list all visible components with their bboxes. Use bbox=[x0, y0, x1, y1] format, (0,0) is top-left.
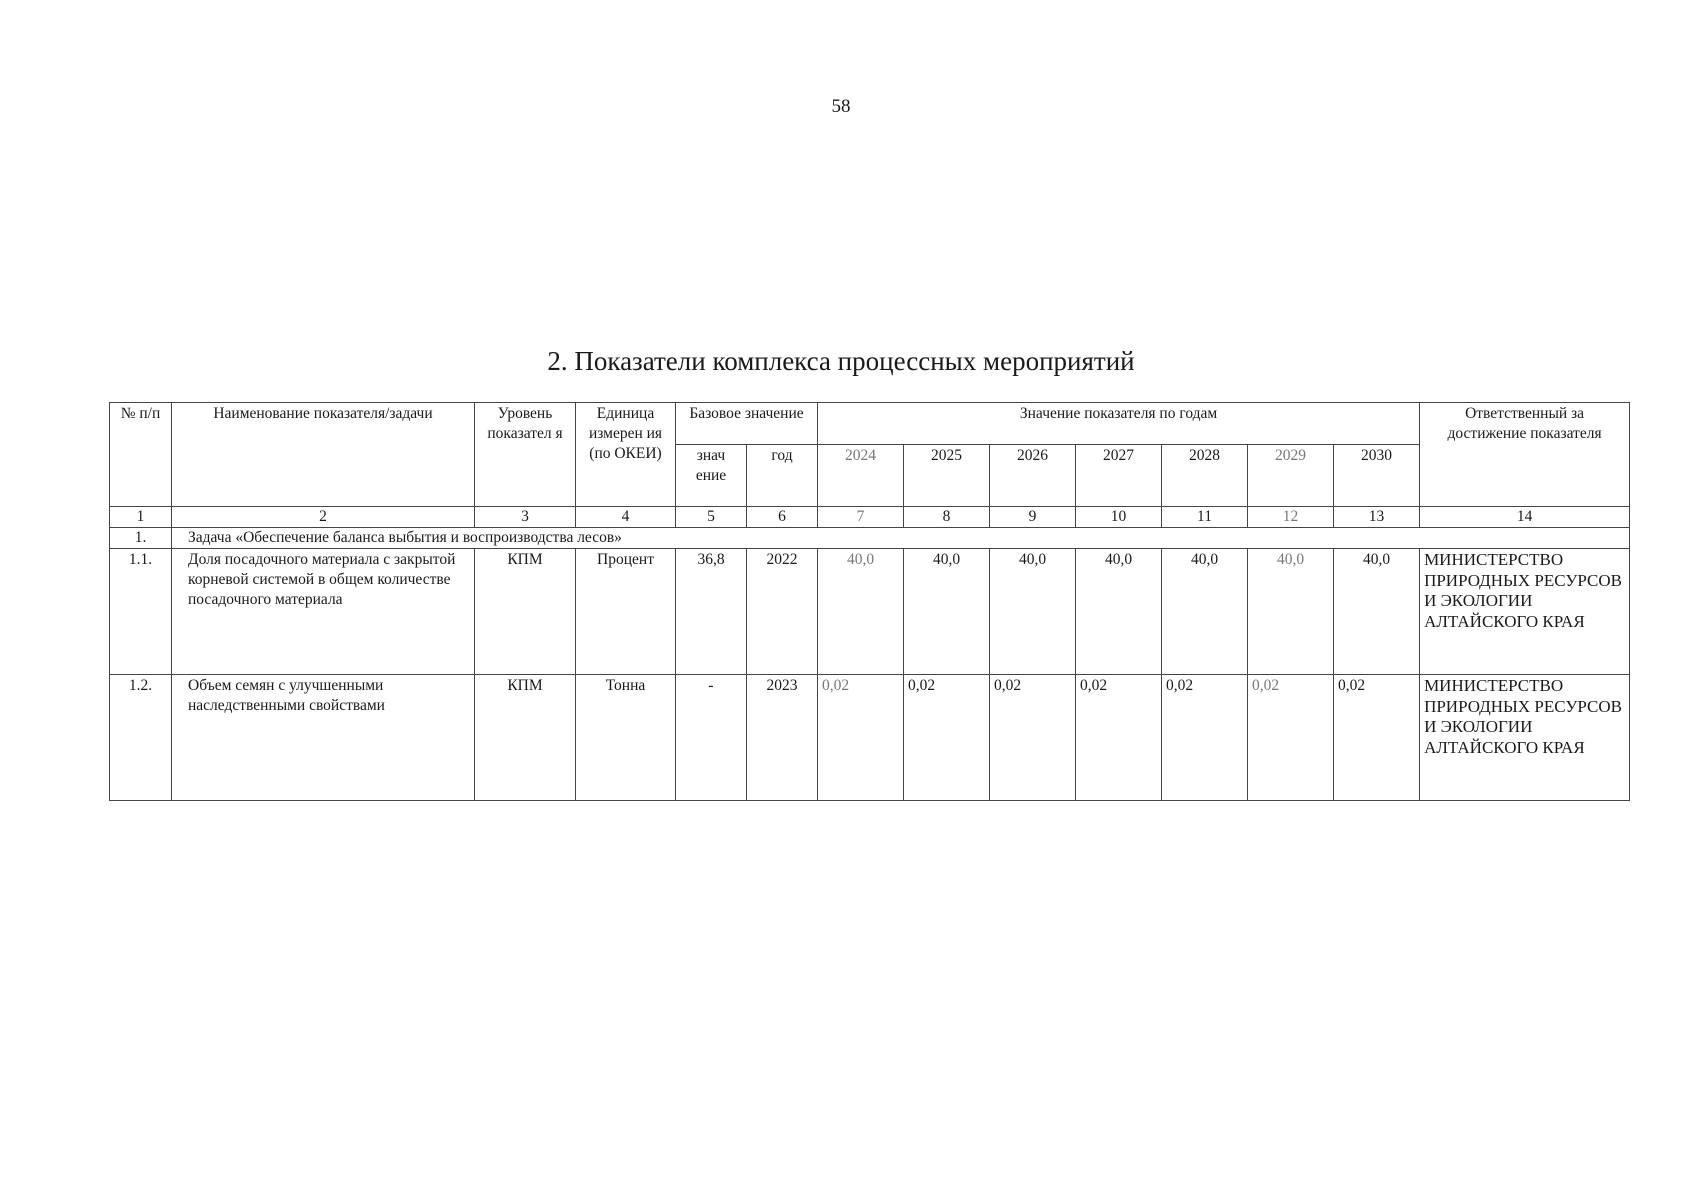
header-year: 2027 bbox=[1076, 445, 1162, 507]
column-number: 5 bbox=[676, 507, 747, 528]
header-name: Наименование показателя/задачи bbox=[172, 403, 475, 507]
column-number: 3 bbox=[475, 507, 576, 528]
page-number: 58 bbox=[831, 96, 851, 117]
task-row bbox=[110, 528, 1630, 549]
row-name: Объем семян с улучшенными наследственными свойствами bbox=[172, 675, 475, 801]
column-number: 1 bbox=[110, 507, 172, 528]
indicators-table bbox=[109, 402, 1630, 801]
header-base: Базовое значение bbox=[676, 403, 818, 445]
header-year: 2028 bbox=[1162, 445, 1248, 507]
row-value-2025: 0,02 bbox=[904, 675, 990, 801]
row-responsible: МИНИСТЕРСТВО ПРИРОДНЫХ РЕСУРСОВ И ЭКОЛОГИИ АЛТАЙСКОГО КРАЯ bbox=[1420, 675, 1630, 801]
row-base-value: 36,8 bbox=[676, 549, 747, 675]
header-base-year: год bbox=[747, 445, 818, 507]
header-base-value: знач ение bbox=[676, 445, 747, 507]
column-number: 12 bbox=[1248, 507, 1334, 528]
table-header-row bbox=[110, 403, 1630, 445]
row-value-2030: 0,02 bbox=[1334, 675, 1420, 801]
row-value-2028: 40,0 bbox=[1162, 549, 1248, 675]
column-number: 6 bbox=[747, 507, 818, 528]
row-value-2025: 40,0 bbox=[904, 549, 990, 675]
row-value-2026: 40,0 bbox=[990, 549, 1076, 675]
column-number: 13 bbox=[1334, 507, 1420, 528]
row-num: 1.2. bbox=[110, 675, 172, 801]
row-responsible: МИНИСТЕРСТВО ПРИРОДНЫХ РЕСУРСОВ И ЭКОЛОГИИ АЛТАЙСКОГО КРАЯ bbox=[1420, 549, 1630, 675]
row-value-2030: 40,0 bbox=[1334, 549, 1420, 675]
header-year: 2026 bbox=[990, 445, 1076, 507]
row-value-2028: 0,02 bbox=[1162, 675, 1248, 801]
row-base-year: 2022 bbox=[747, 549, 818, 675]
row-value-2029: 0,02 bbox=[1248, 675, 1334, 801]
row-unit: Тонна bbox=[576, 675, 676, 801]
row-value-2024: 0,02 bbox=[818, 675, 904, 801]
row-level: КПМ bbox=[475, 675, 576, 801]
header-responsible: Ответственный за достижение показателя bbox=[1420, 403, 1630, 507]
header-year: 2024 bbox=[818, 445, 904, 507]
row-unit: Процент bbox=[576, 549, 676, 675]
header-unit: Единица измерен ия (по ОКЕИ) bbox=[576, 403, 676, 507]
table-row bbox=[110, 549, 1630, 675]
header-year: 2029 bbox=[1248, 445, 1334, 507]
header-year: 2025 bbox=[904, 445, 990, 507]
row-base-value: - bbox=[676, 675, 747, 801]
row-num: 1.1. bbox=[110, 549, 172, 675]
header-values-by-year: Значение показателя по годам bbox=[818, 403, 1420, 445]
task-text: Задача «Обеспечение баланса выбытия и воспроизводства лесов» bbox=[172, 528, 1630, 549]
row-name: Доля посадочного материала с закрытой корневой системой в общем количестве посадочного материала bbox=[172, 549, 475, 675]
column-number: 2 bbox=[172, 507, 475, 528]
header-level: Уровень показател я bbox=[475, 403, 576, 507]
row-level: КПМ bbox=[475, 549, 576, 675]
row-value-2027: 0,02 bbox=[1076, 675, 1162, 801]
table-row bbox=[110, 675, 1630, 801]
row-value-2027: 40,0 bbox=[1076, 549, 1162, 675]
column-number: 7 bbox=[818, 507, 904, 528]
column-number-row bbox=[110, 507, 1630, 528]
header-year: 2030 bbox=[1334, 445, 1420, 507]
column-number: 10 bbox=[1076, 507, 1162, 528]
row-base-year: 2023 bbox=[747, 675, 818, 801]
row-value-2029: 40,0 bbox=[1248, 549, 1334, 675]
row-value-2026: 0,02 bbox=[990, 675, 1076, 801]
header-num: № п/п bbox=[110, 403, 172, 507]
section-title: 2. Показатели комплекса процессных мероприятий bbox=[547, 346, 1135, 376]
column-number: 14 bbox=[1420, 507, 1630, 528]
task-num: 1. bbox=[110, 528, 172, 549]
column-number: 8 bbox=[904, 507, 990, 528]
column-number: 9 bbox=[990, 507, 1076, 528]
row-value-2024: 40,0 bbox=[818, 549, 904, 675]
column-number: 4 bbox=[576, 507, 676, 528]
column-number: 11 bbox=[1162, 507, 1248, 528]
